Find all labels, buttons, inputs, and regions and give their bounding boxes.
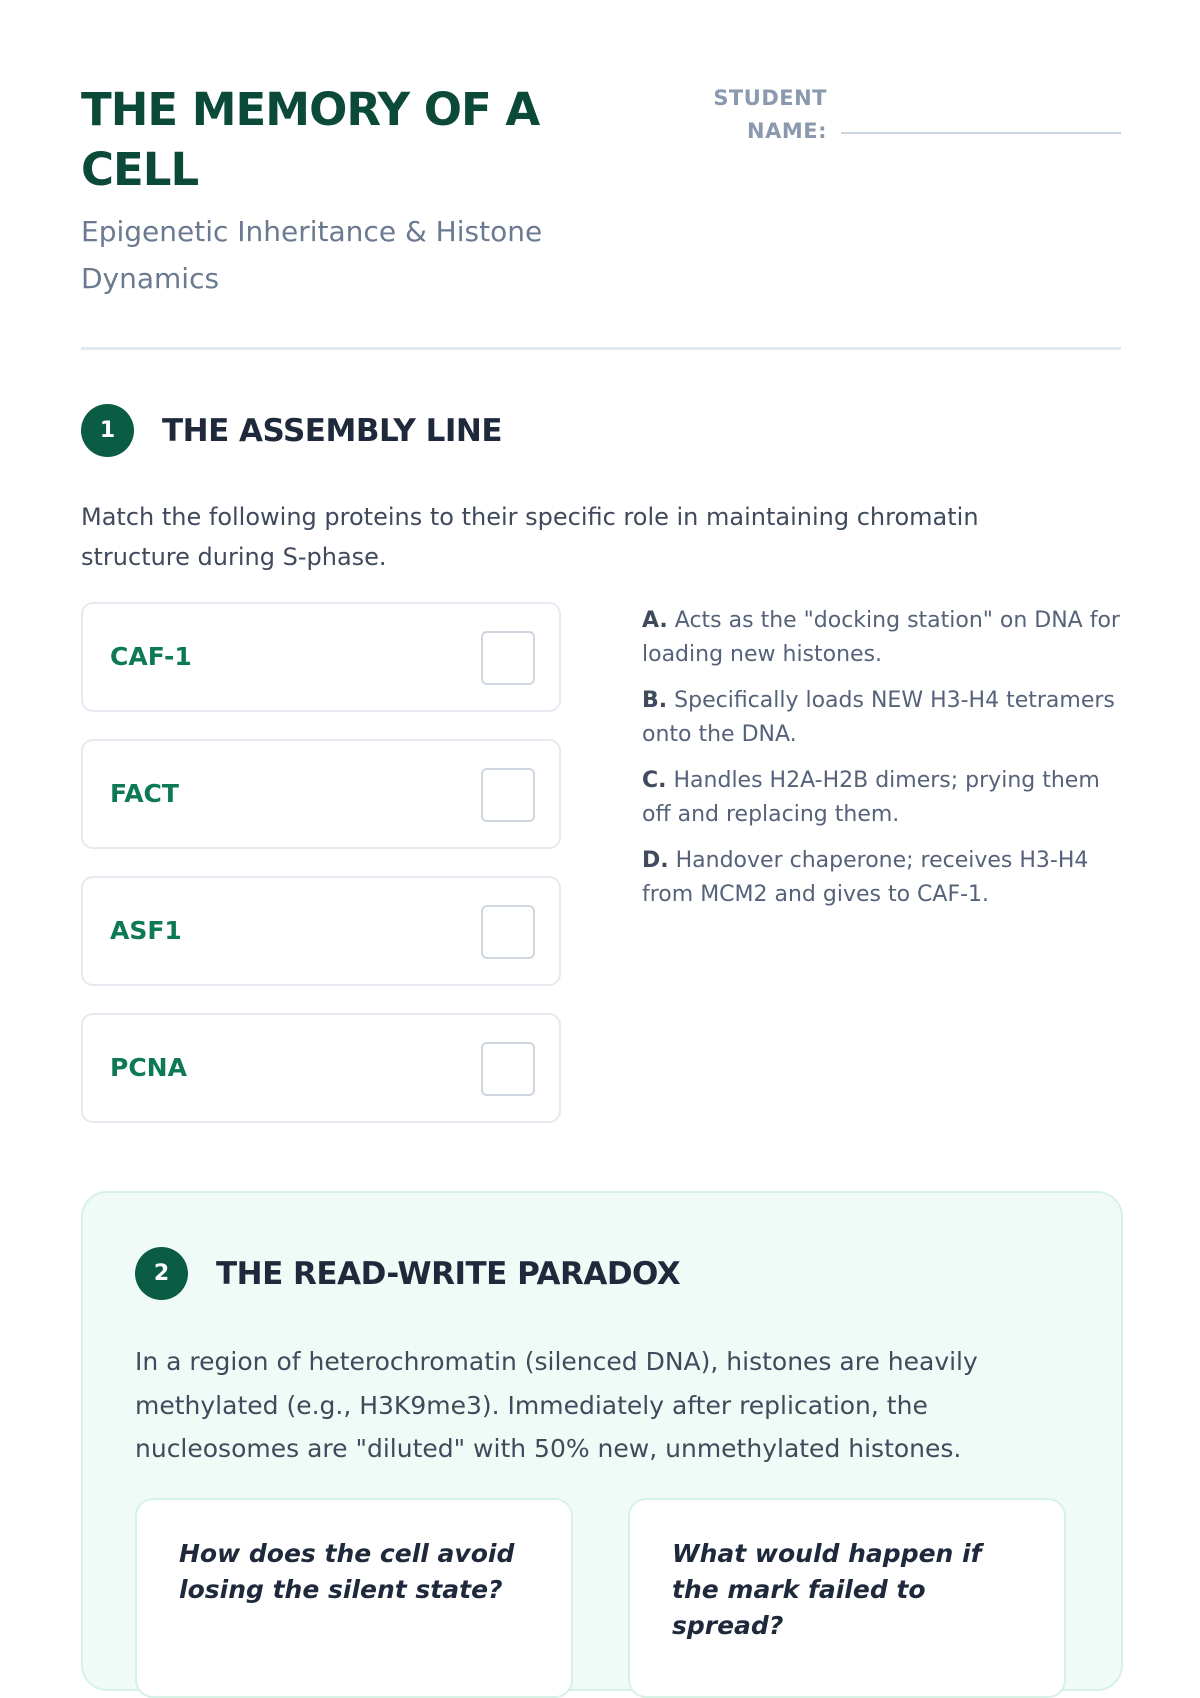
- definition-text: Handles H2A-H2B dimers; prying them off and replacing them.: [642, 768, 1100, 827]
- definition-letter: C.: [642, 768, 667, 793]
- protein-name: FACT: [110, 779, 179, 808]
- student-name-label: STUDENT NAME:: [713, 86, 827, 143]
- section-1-instructions: Match the following proteins to their specific role in maintaining chromatin structure during S-phase.: [81, 503, 979, 571]
- definition-letter: B.: [642, 688, 668, 713]
- definition-list: [642, 604, 1124, 924]
- header-divider: [81, 347, 1121, 350]
- section-1-header: [81, 404, 502, 457]
- section-1-number-badge: 1: [81, 404, 134, 457]
- definition-letter: D.: [642, 848, 669, 873]
- definition-item: [642, 684, 1124, 752]
- section-1-title: THE ASSEMBLY LINE: [162, 412, 503, 449]
- page-subtitle: Epigenetic Inheritance & Histone Dynamics: [81, 215, 543, 295]
- question-text: What would happen if the mark failed to spread?: [672, 1539, 982, 1640]
- page-title: THE MEMORY OF A CELL: [81, 83, 540, 196]
- answer-box[interactable]: [481, 905, 535, 959]
- question-card-2[interactable]: [628, 1498, 1066, 1698]
- answer-box[interactable]: [481, 768, 535, 822]
- definition-text: Handover chaperone; receives H3-H4 from MCM2 and gives to CAF-1.: [642, 848, 1089, 907]
- section-2-header: [135, 1247, 680, 1300]
- protein-card-fact: [81, 739, 561, 849]
- protein-name: PCNA: [110, 1053, 187, 1082]
- answer-box[interactable]: [481, 631, 535, 685]
- protein-name: CAF-1: [110, 642, 192, 671]
- definition-text: Acts as the "docking station" on DNA for loading new histones.: [642, 608, 1120, 667]
- section-2-scenario: In a region of heterochromatin (silenced DNA), histones are heavily methylated (e.g., H3K9me3). Immediately after replication, the nucleosomes are "diluted" with 50% new, unmethylated histones.: [135, 1347, 978, 1463]
- definition-text: Specifically loads NEW H3-H4 tetramers onto the DNA.: [642, 688, 1115, 747]
- question-text: How does the cell avoid losing the silent state?: [179, 1539, 515, 1604]
- answer-box[interactable]: [481, 1042, 535, 1096]
- definition-letter: A.: [642, 608, 668, 633]
- student-name-field[interactable]: [841, 132, 1121, 134]
- protein-card-caf1: [81, 602, 561, 712]
- definition-item: [642, 844, 1124, 912]
- student-name-block: [701, 80, 1121, 150]
- protein-card-asf1: [81, 876, 561, 986]
- title-block: [81, 80, 601, 302]
- protein-card-pcna: [81, 1013, 561, 1123]
- question-card-1[interactable]: [135, 1498, 573, 1698]
- definition-item: [642, 604, 1124, 672]
- section-2-number-badge: 2: [135, 1247, 188, 1300]
- protein-name: ASF1: [110, 916, 182, 945]
- section-2-title: THE READ-WRITE PARADOX: [216, 1255, 681, 1292]
- worksheet-header: [81, 80, 1121, 350]
- definition-item: [642, 764, 1124, 832]
